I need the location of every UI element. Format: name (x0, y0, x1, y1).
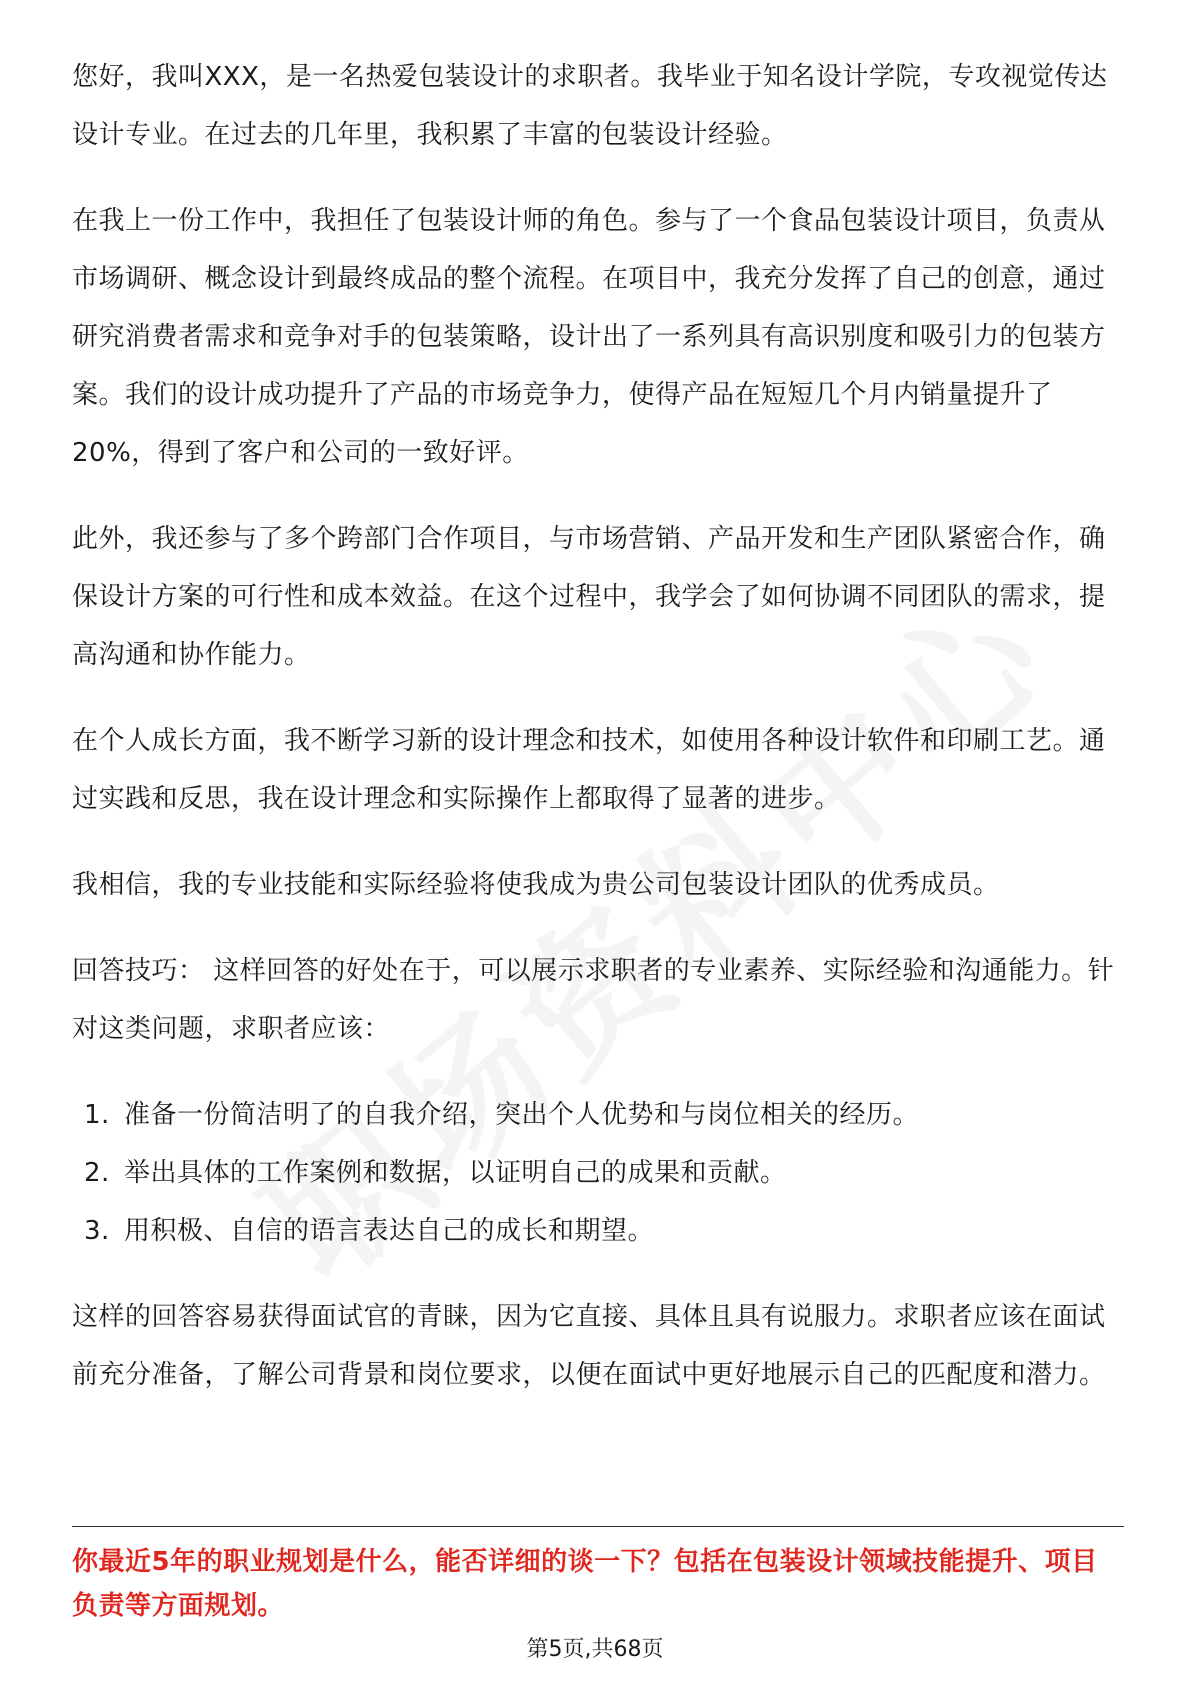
list-item-number: 3. (84, 1216, 110, 1246)
paragraph-growth: 在个人成长方面，我不断学习新的设计理念和技术，如使用各种设计软件和印刷工艺。通过实践和反思，我在设计理念和实际操作上都取得了显著的进步。 (72, 726, 1106, 814)
document-body (72, 48, 1124, 1432)
paragraph-intro: 您好，我叫XXX，是一名热爱包装设计的求职者。我毕业于知名设计学院，专攻视觉传达设计专业。在过去的几年里，我积累了丰富的包装设计经验。 (72, 62, 1108, 150)
next-question-heading: 你最近5年的职业规划是什么，能否详细的谈一下？包括在包装设计领域技能提升、项目负责等方面规划。 (72, 1547, 1098, 1621)
list-item-text: 准备一份简洁明了的自我介绍，突出个人优势和与岗位相关的经历。 (124, 1100, 920, 1130)
paragraph-conclusion: 我相信，我的专业技能和实际经验将使我成为贵公司包装设计团队的优秀成员。 (72, 870, 1000, 900)
list-item (72, 1086, 1124, 1144)
list-item-text: 用积极、自信的语言表达自己的成长和期望。 (124, 1216, 655, 1246)
section-divider (72, 1526, 1124, 1527)
tips-list (72, 1086, 1124, 1260)
page-number: 第5页,共68页 (526, 1637, 664, 1662)
list-item (72, 1202, 1124, 1260)
list-item-number: 2. (84, 1158, 110, 1188)
paragraph-answer-tips: 回答技巧： 这样回答的好处在于，可以展示求职者的专业素养、实际经验和沟通能力。针对这类问题，求职者应该： (72, 956, 1115, 1044)
paragraph-collaboration: 此外，我还参与了多个跨部门合作项目，与市场营销、产品开发和生产团队紧密合作，确保设计方案的可行性和成本效益。在这个过程中，我学会了如何协调不同团队的需求，提高沟通和协作能力。 (72, 524, 1106, 670)
paragraph-closing: 这样的回答容易获得面试官的青睐，因为它直接、具体且具有说服力。求职者应该在面试前充分准备，了解公司背景和岗位要求，以便在面试中更好地展示自己的匹配度和潜力。 (72, 1302, 1106, 1390)
list-item-text: 举出具体的工作案例和数据，以证明自己的成果和贡献。 (124, 1158, 787, 1188)
list-item-number: 1. (84, 1100, 110, 1130)
list-item (72, 1144, 1124, 1202)
paragraph-experience: 在我上一份工作中，我担任了包装设计师的角色。参与了一个食品包装设计项目，负责从市场调研、概念设计到最终成品的整个流程。在项目中，我充分发挥了自己的创意，通过研究消费者需求和竞争对手的包装策略，设计出了一系列具有高识别度和吸引力的包装方案。我们的设计成功提升了产品的市场竞争力，使得产品在短短几个月内销量提升了20%，得到了客户和公司的一致好评。 (72, 206, 1106, 468)
